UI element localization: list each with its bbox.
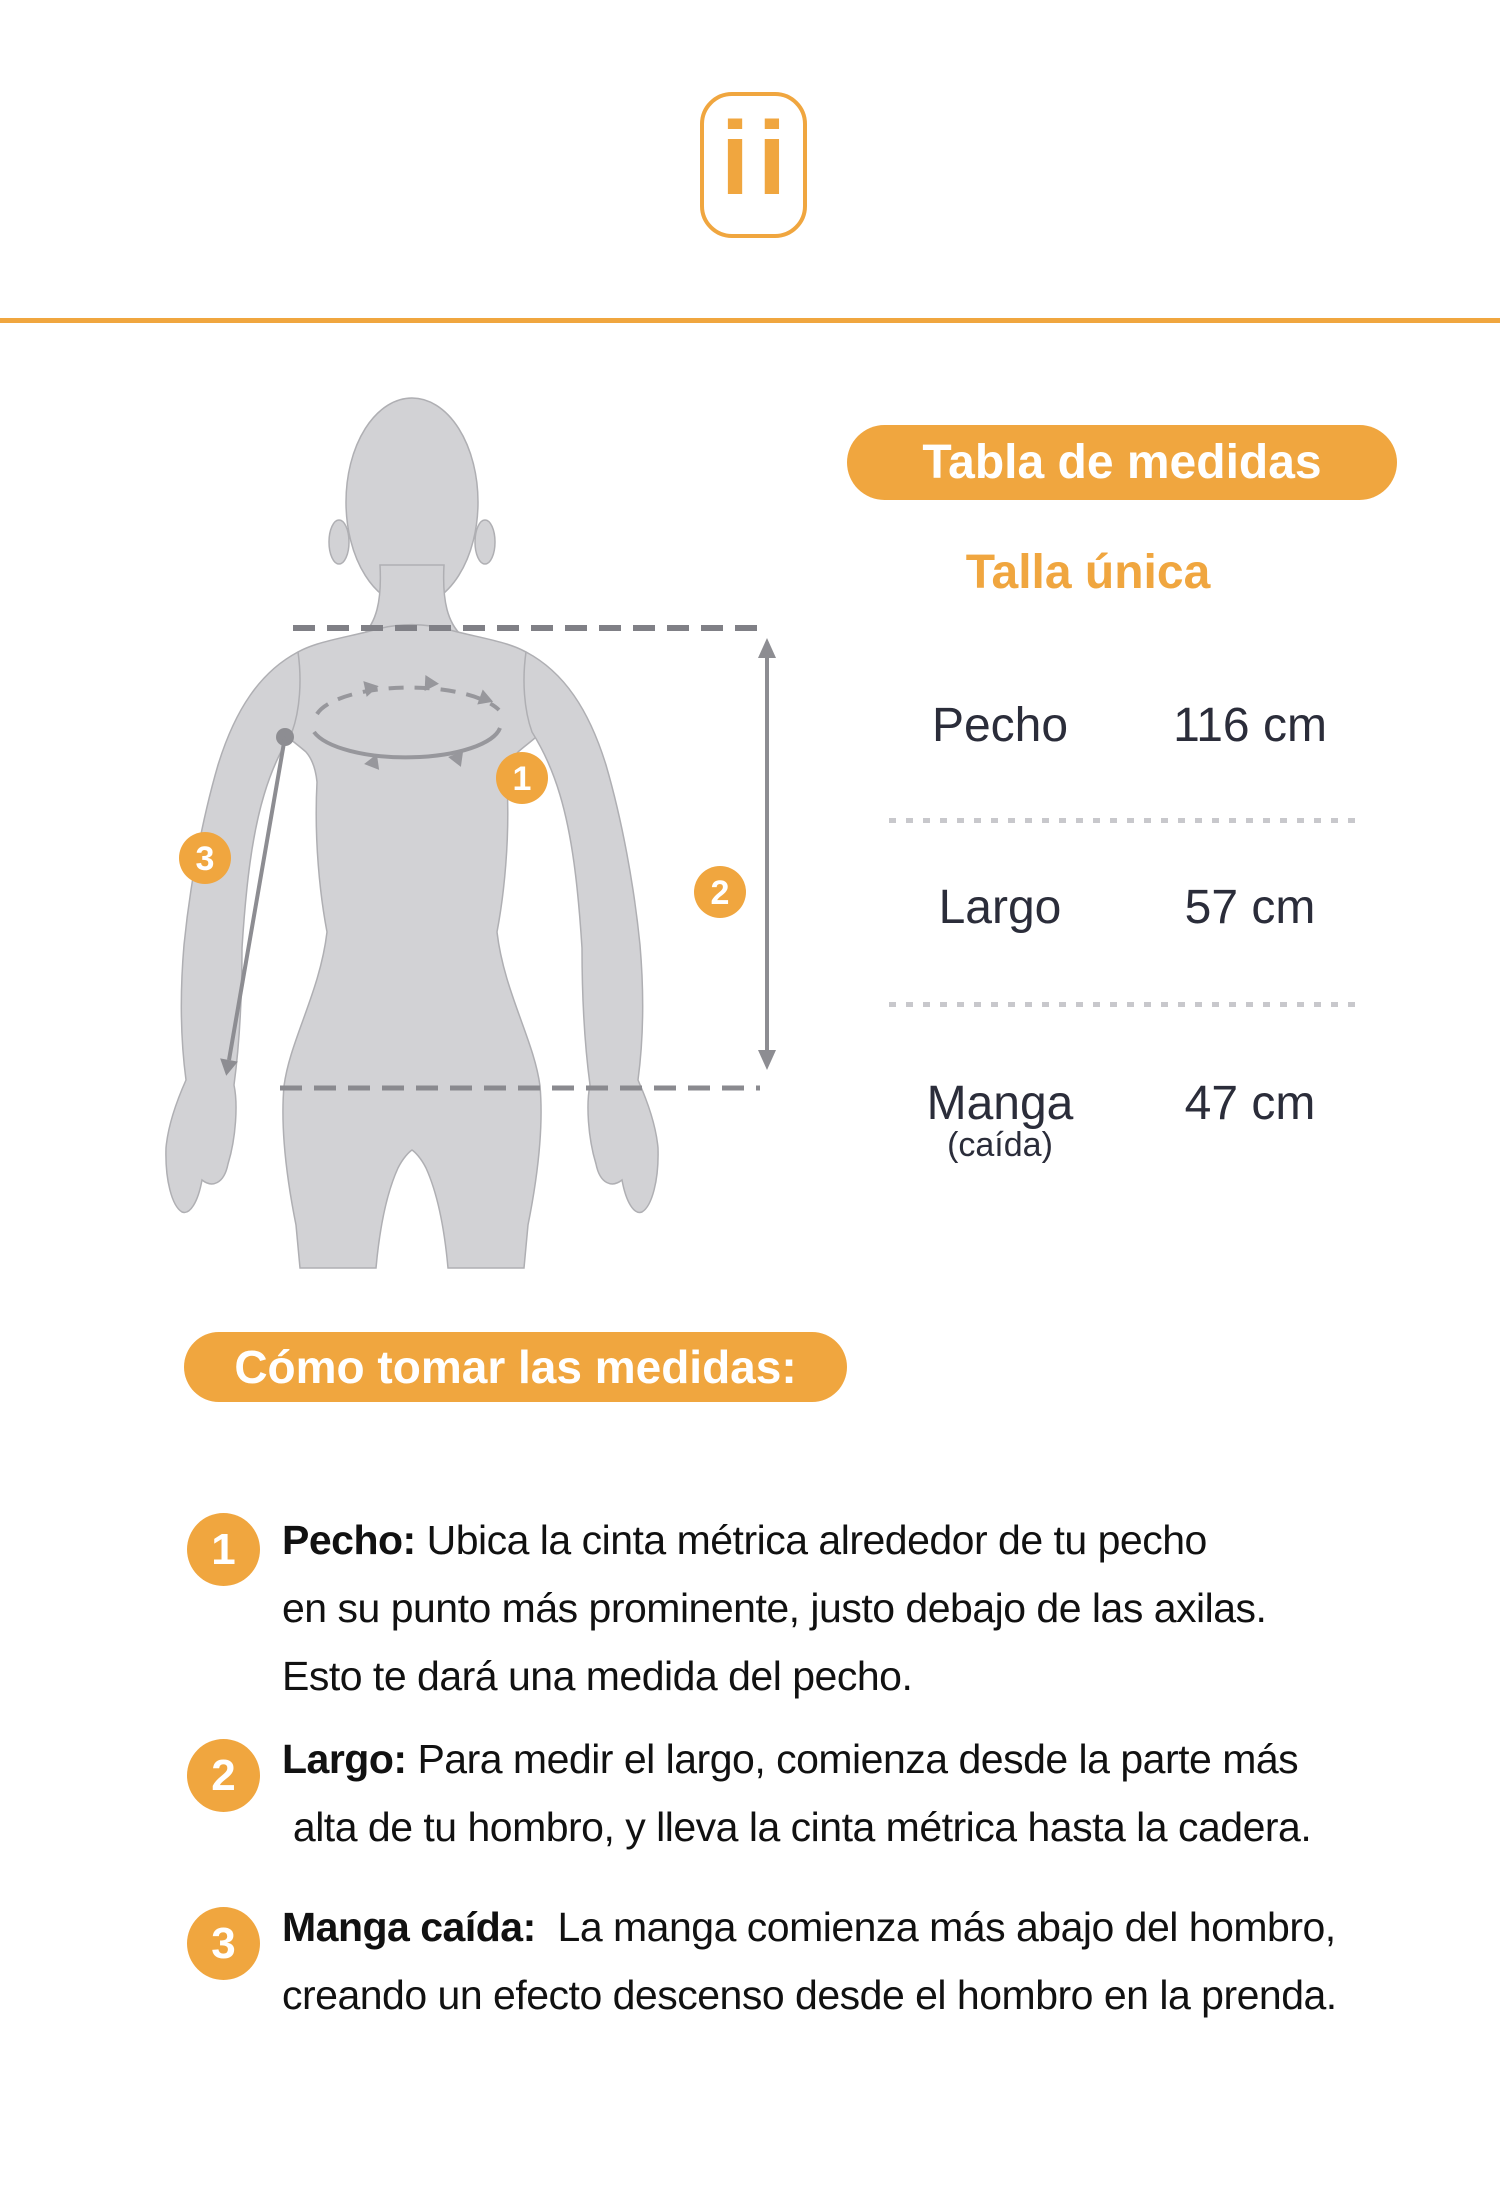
left-ear	[329, 520, 349, 564]
row-divider-1	[889, 818, 1359, 823]
step-2-line-2: alta de tu hombro, y lleva la cinta métrica hasta la cadera.	[282, 1804, 1312, 1850]
brand-logo-text: ii	[720, 101, 795, 217]
measure-value-largo: 57 cm	[1184, 881, 1316, 934]
right-arm	[524, 652, 658, 1212]
step-3-line-2: creando un efecto descenso desde el hombro en la prenda.	[282, 1972, 1337, 2018]
row-divider-2	[889, 1002, 1359, 1007]
length-arrow-line	[758, 638, 776, 1070]
step-3-line-1: Manga caída: La manga comienza más abajo del hombro,	[282, 1904, 1336, 1950]
top-divider-rule	[0, 318, 1500, 323]
step-1-lead: Pecho:	[282, 1517, 416, 1563]
brand-logo	[700, 92, 807, 238]
step-3-lead: Manga caída:	[282, 1904, 536, 1950]
howto-heading: Cómo tomar las medidas:	[234, 1341, 797, 1393]
body-silhouette	[166, 398, 658, 1268]
step-2-badge	[187, 1739, 260, 1812]
step-3-text	[282, 1893, 1337, 2029]
measure-label-pecho: Pecho	[931, 699, 1069, 752]
marker-2-number: 2	[710, 874, 730, 912]
step-1-line-1: Pecho: Ubica la cinta métrica alrededor de tu pecho	[282, 1517, 1207, 1563]
right-ear	[475, 520, 495, 564]
measure-sublabel-manga: (caída)	[947, 1126, 1053, 1164]
step-1-line-3: Esto te dará una medida del pecho.	[282, 1653, 913, 1699]
step-1-line-2: en su punto más prominente, justo debajo de las axilas.	[282, 1585, 1267, 1631]
size-chart-title: Tabla de medidas	[922, 436, 1322, 489]
body-measurement-diagram	[130, 380, 810, 1270]
howto-heading-pill	[184, 1332, 847, 1402]
step-3-badge	[187, 1907, 260, 1980]
marker-3-number: 3	[195, 840, 215, 878]
measure-value-manga: 47 cm	[1184, 1077, 1316, 1130]
step-1-badge	[187, 1513, 260, 1586]
step-1-number: 1	[211, 1524, 236, 1574]
step-2-number: 2	[211, 1750, 236, 1800]
torso-and-legs	[274, 625, 551, 1268]
size-chart-title-pill	[847, 425, 1397, 500]
measure-label-manga: Manga	[926, 1077, 1074, 1130]
step-3-number: 3	[211, 1918, 236, 1968]
marker-1-number: 1	[512, 760, 532, 798]
step-2-line-1: Largo: Para medir el largo, comienza desde la parte más	[282, 1736, 1299, 1782]
step-2-lead: Largo:	[282, 1736, 407, 1782]
measure-value-pecho: 116 cm	[1173, 699, 1327, 752]
step-2-text	[282, 1725, 1311, 1861]
measure-label-largo: Largo	[938, 881, 1062, 934]
step-1-text	[282, 1506, 1266, 1710]
size-label: Talla única	[965, 546, 1211, 599]
